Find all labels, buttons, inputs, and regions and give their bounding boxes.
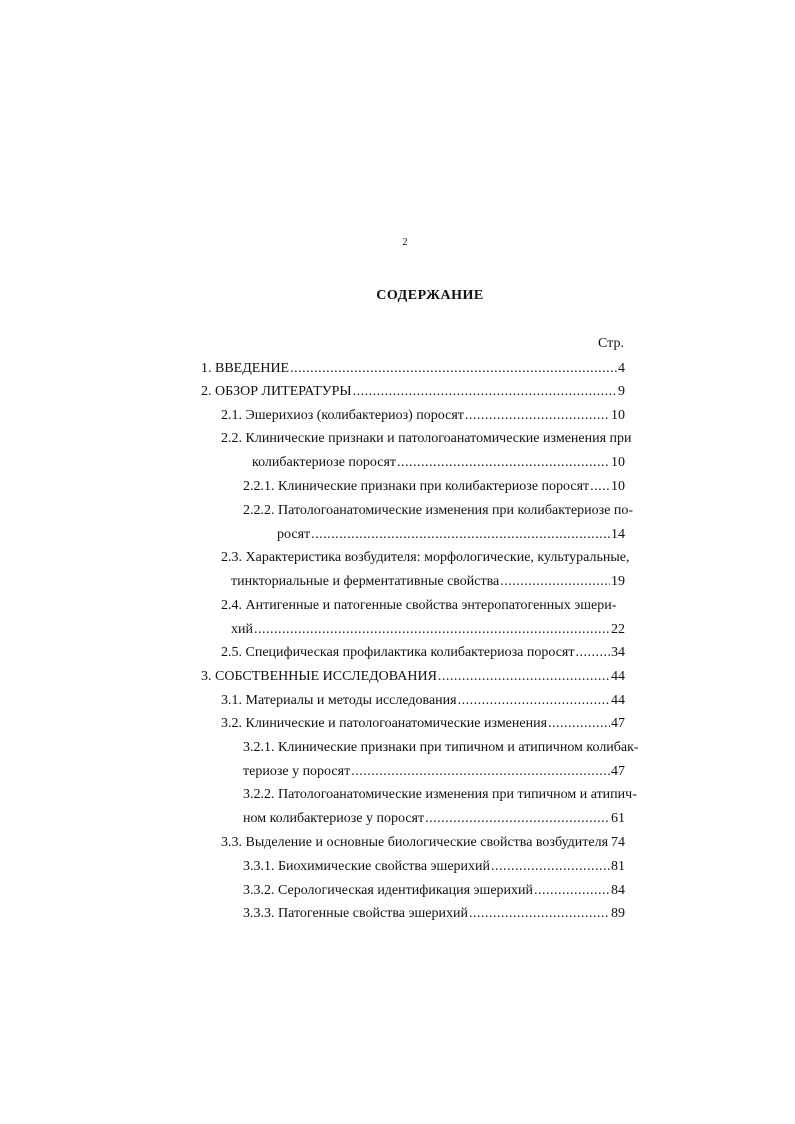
page-number: 2: [402, 237, 408, 248]
toc-entry-page: 61: [611, 811, 625, 826]
toc-entry-page: 47: [611, 716, 625, 731]
toc-entry[interactable]: [221, 594, 625, 642]
toc-entry-label: 2.3. Характеристика возбудителя: морфологические, культуральные,: [221, 550, 630, 565]
leader-dots: [500, 570, 610, 594]
toc-entry-page: 22: [611, 622, 625, 637]
toc-entry-page: 89: [611, 906, 625, 921]
toc-entry-label-cont: тинкториальные и ферментативные свойства: [231, 574, 500, 589]
leader-dots: [425, 807, 610, 831]
toc-entry-label: 2. ОБЗОР ЛИТЕРАТУРЫ: [201, 384, 352, 399]
toc-entry-page: 44: [611, 693, 625, 708]
leader-dots: [254, 618, 610, 642]
toc-entry-page: 84: [611, 883, 625, 898]
toc-entry[interactable]: [243, 475, 625, 499]
leader-dots: [438, 665, 610, 689]
toc-entry[interactable]: [243, 499, 634, 547]
toc-entry-label: 2.5. Специфическая профилактика колибактериоза поросят: [221, 645, 575, 660]
toc-entry[interactable]: [243, 783, 637, 831]
toc-entry-page: 19: [611, 574, 625, 589]
toc-entry-label: 3.3.2. Серологическая идентификация эшерихий: [243, 883, 534, 898]
toc-entry-page: 74: [611, 835, 625, 850]
leader-dots: [534, 879, 610, 903]
toc-entry-page: 10: [611, 408, 625, 423]
toc-entry-label: 2.2.1. Клинические признаки при колибактериозе поросят: [243, 479, 590, 494]
toc-entry[interactable]: [201, 380, 625, 404]
toc-entry-label: 3.3.1. Биохимические свойства эшерихий: [243, 859, 491, 874]
toc-entry[interactable]: [243, 736, 639, 784]
toc-entry[interactable]: [221, 427, 632, 475]
toc-entry[interactable]: [221, 404, 625, 428]
leader-dots: [465, 404, 610, 428]
toc-entry-page: 4: [618, 361, 625, 376]
toc-entry-label-cont: колибактериозе поросят: [252, 455, 397, 470]
page-title: СОДЕРЖАНИЕ: [376, 288, 484, 303]
leader-dots: [491, 855, 610, 879]
toc-entry[interactable]: [221, 546, 630, 594]
toc-entry-label: 2.2.2. Патологоанатомические изменения при колибактериозе по-: [243, 503, 634, 518]
toc-entry-page: 47: [611, 764, 625, 779]
toc-entry-page: 10: [611, 479, 625, 494]
toc-entry-page: 81: [611, 859, 625, 874]
leader-dots: [290, 357, 617, 381]
leader-dots: [469, 902, 610, 926]
toc-entry-label: 2.1. Эшерихиоз (колибактериоз) поросят: [221, 408, 464, 423]
toc-entry-page: 44: [611, 669, 625, 684]
toc-entry-page: 14: [611, 527, 625, 542]
leader-dots: [548, 712, 610, 736]
pages-column-label: Стр.: [598, 336, 624, 351]
toc-entry-label: 2.4. Антигенные и патогенные свойства энтеропатогенных эшери-: [221, 598, 617, 613]
leader-dots: [397, 451, 610, 475]
toc-entry-label-cont: росят: [277, 527, 311, 542]
toc-entry[interactable]: [243, 902, 625, 926]
toc-entry-label: 3.3. Выделение и основные биологические свойства возбудителя: [221, 835, 609, 850]
toc-entry-label: 1. ВВЕДЕНИЕ: [201, 361, 290, 376]
toc-entry-label: 3.2.2. Патологоанатомические изменения при типичном и атипич-: [243, 787, 637, 802]
toc-entry-label: 3.1. Материалы и методы исследования: [221, 693, 457, 708]
toc-entry-label: 3.3.3. Патогенные свойства эшерихий: [243, 906, 468, 921]
toc-entry-page: 34: [611, 645, 625, 660]
toc-entry-label: 3.2.1. Клинические признаки при типичном и атипичном колибак-: [243, 740, 639, 755]
toc-entry[interactable]: [201, 357, 625, 381]
toc-entry[interactable]: [221, 689, 625, 713]
toc-entry-label-cont: хий: [231, 622, 253, 637]
leader-dots: [590, 475, 610, 499]
toc-entry-label: 3.2. Клинические и патологоанатомические изменения: [221, 716, 548, 731]
toc-entry[interactable]: [243, 879, 625, 903]
toc-entry[interactable]: [201, 665, 625, 689]
toc-entry-label: 3. СОБСТВЕННЫЕ ИССЛЕДОВАНИЯ: [201, 669, 437, 684]
toc-entry[interactable]: [221, 712, 625, 736]
toc-entry-label-cont: териозе у поросят: [243, 764, 351, 779]
leader-dots: [311, 523, 610, 547]
toc-entry-page: 10: [611, 455, 625, 470]
leader-dots: [458, 689, 610, 713]
toc-entry-label: 2.2. Клинические признаки и патологоанатомические изменения при: [221, 431, 632, 446]
leader-dots: [351, 760, 610, 784]
toc-entry[interactable]: [221, 641, 625, 665]
toc-entry[interactable]: [221, 831, 625, 855]
toc-entry[interactable]: [243, 855, 625, 879]
toc-entry-page: 9: [618, 384, 625, 399]
leader-dots: [609, 831, 610, 855]
toc-entry-label-cont: ном колибактериозе у поросят: [243, 811, 425, 826]
leader-dots: [353, 380, 617, 404]
leader-dots: [575, 641, 610, 665]
